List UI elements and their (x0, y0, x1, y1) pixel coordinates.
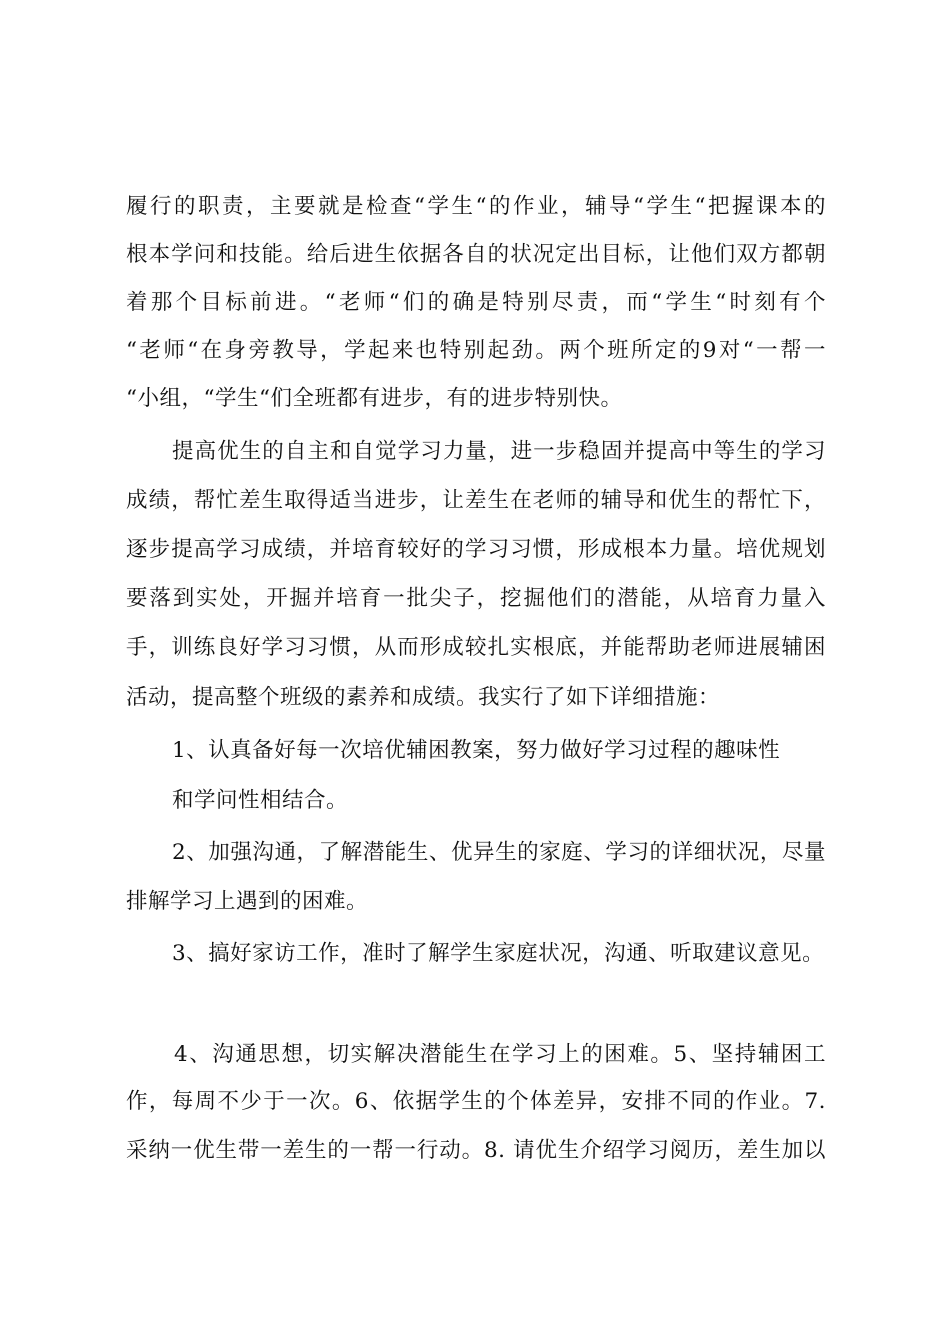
text-line: “小组，“学生“们全班都有进步，有的进步特别快。 (126, 386, 623, 411)
text-line: 着那个目标前进。“老师“们的确是特别尽责，而“学生“时刻有个 (126, 290, 826, 315)
text-line: 手，训练良好学习习惯，从而形成较扎实根底，并能帮助老师进展辅困 (126, 635, 826, 660)
text-line: 逐步提高学习成绩，并培育较好的学习习惯，形成根本力量。培优规划 (126, 537, 826, 562)
list-item-4-5: 4、沟通思想，切实解决潜能生在学习上的困难。5、坚持辅困工 (174, 1042, 826, 1067)
list-item-2: 2、加强沟通，了解潜能生、优异生的家庭、学习的详细状况，尽量 (172, 840, 826, 865)
list-item-3: 3、搞好家访工作，准时了解学生家庭状况，沟通、听取建议意见。 (172, 941, 825, 966)
text-line: 根本学问和技能。给后进生依据各自的状况定出目标，让他们双方都朝 (126, 242, 826, 267)
list-item-1: 1、认真备好每一次培优辅困教案，努力做好学习过程的趣味性 (172, 738, 781, 763)
text-line: 要落到实处，开掘并培育一批尖子，挖掘他们的潜能，从培育力量入 (126, 586, 826, 611)
text-line: 履行的职责，主要就是检查“学生“的作业，辅导“学生“把握课本的 (126, 194, 826, 219)
paragraph-first-line: 提高优生的自主和自觉学习力量，进一步稳固并提高中等生的学习 (172, 439, 826, 464)
list-item-5-6-7: 作，每周不少于一次。6、依据学生的个体差异，安排不同的作业。7. (126, 1089, 826, 1114)
text-line: 活动，提高整个班级的素养和成绩。我实行了如下详细措施： (126, 685, 721, 710)
list-item-1-continued: 和学问性相结合。 (172, 788, 349, 813)
text-line: 成绩，帮忙差生取得适当进步，让差生在老师的辅导和优生的帮忙下， (126, 488, 826, 513)
text-line: “老师“在身旁教导，学起来也特别起劲。两个班所定的9对“一帮一 (126, 338, 826, 363)
list-item-7-8: 采纳一优生带一差生的一帮一行动。8. 请优生介绍学习阅历，差生加以 (126, 1138, 826, 1163)
list-item-2-continued: 排解学习上遇到的困难。 (126, 889, 369, 914)
